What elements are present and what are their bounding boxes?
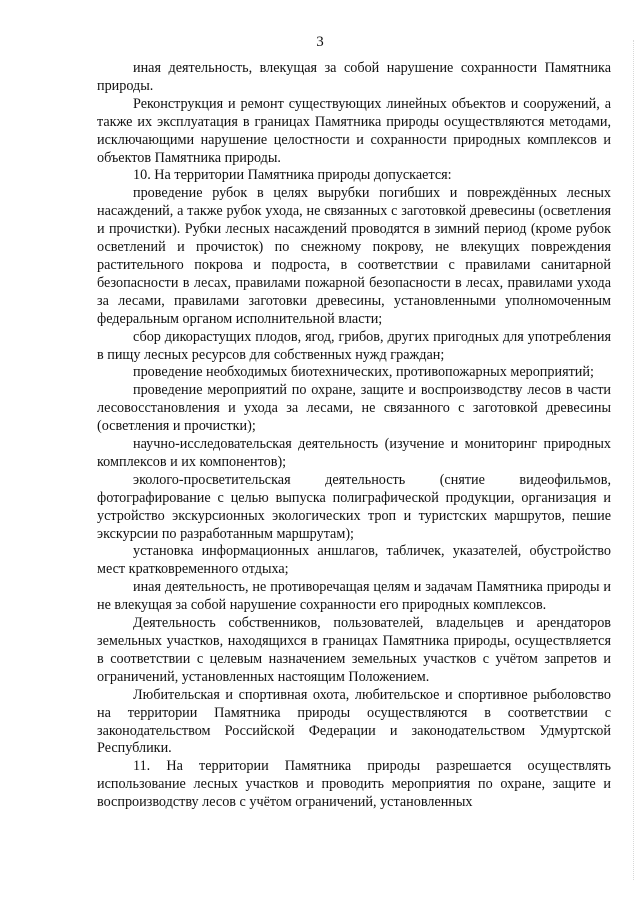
paragraph: 11. На территории Памятника природы разрешается осуществлять использование лесных участков и проводить мероприятия по охране, защите и воспроизводству лесов с учётом ограничений, установленных (97, 758, 611, 811)
paragraph: иная деятельность, не противоречащая целям и задачам Памятника природы и не влекущая за собой нарушение сохранности его природных комплексов. (97, 579, 611, 614)
paragraph: проведение рубок в целях вырубки погибших и повреждённых лесных насаждений, а также рубок ухода, не связанных с заготовкой древесины (осветления и прочистки). Рубки лесных насаждений проводятся в зимний период (кроме рубок осветлений и прочисток) по снежному покрову, не влекущих повреждения растительного покрова и подроста, в соответствии с правилами санитарной безопасности в лесах, правилами пожарной безопасности в лесах, правилами ухода за лесами, правилами заготовки древесины, установленными уполномоченным федеральным органом исполнительной власти; (97, 185, 611, 327)
paragraph: проведение мероприятий по охране, защите и воспроизводству лесов в части лесовосстановления и ухода за лесами, не связанного с заготовкой древесины (осветления и прочистки); (97, 382, 611, 435)
paragraph: Деятельность собственников, пользователей, владельцев и арендаторов земельных участков, находящихся в границах Памятника природы, осуществляется в соответствии с целевым назначением земельных участков с учётом запретов и ограничений, установленных настоящим Положением. (97, 615, 611, 685)
paragraph: 10. На территории Памятника природы допускается: (133, 167, 452, 184)
paragraph: Любительская и спортивная охота, любительское и спортивное рыболовство на территории Памятника природы осуществляются в соответствии с законодательством Российской Федерации и законодательством Удмуртской Республики. (97, 686, 611, 757)
page-number: 3 (316, 34, 324, 50)
paragraph: научно-исследовательская деятельность (изучение и мониторинг природных комплексов и их компонентов); (97, 436, 611, 470)
paragraph: проведение необходимых биотехнических, противопожарных мероприятий; (133, 364, 594, 381)
paragraph: Реконструкция и ремонт существующих линейных объектов и сооружений, а также их эксплуатация в границах Памятника природы осуществляются методами, исключающими нарушение целостности и сохранности природных комплексов и объектов Памятника природы. (97, 95, 611, 166)
document-body (97, 60, 611, 812)
paragraph: сбор дикорастущих плодов, ягод, грибов, других пригодных для употребления в пищу лесных ресурсов для собственных нужд граждан; (97, 328, 611, 363)
scan-edge-line (632, 40, 634, 880)
paragraph: иная деятельность, влекущая за собой нарушение сохранности Памятника природы. (97, 60, 611, 94)
paragraph: эколого-просветительская деятельность (снятие видеофильмов, фотографирование с целью выпуска полиграфической продукции, организация и устройство экскурсионных экологических троп и туристских маршрутов, пешие экскурсии по разработанным маршрутам); (97, 471, 611, 542)
paragraph: установка информационных аншлагов, табличек, указателей, обустройство мест кратковременного отдыха; (97, 543, 611, 578)
